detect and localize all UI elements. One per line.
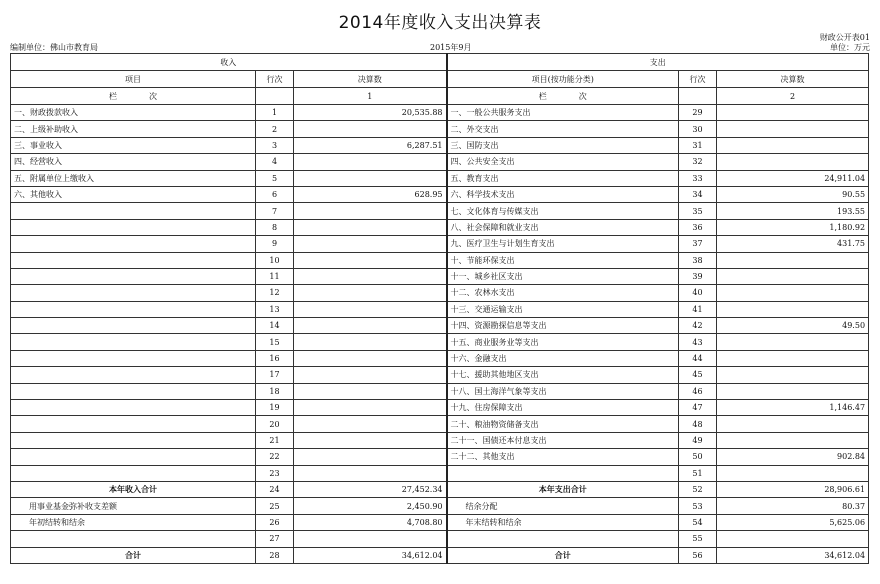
income-line: 6 <box>256 186 294 202</box>
income-item <box>11 301 256 317</box>
income-item <box>11 465 256 481</box>
expense-amount <box>717 301 869 317</box>
income-line: 22 <box>256 449 294 465</box>
expense-amount <box>717 465 869 481</box>
expense-item: 十一、城乡社区支出 <box>447 268 679 284</box>
expense-amount: 90.55 <box>717 186 869 202</box>
income-item <box>11 236 256 252</box>
income-item <box>11 203 256 219</box>
expense-amount <box>717 285 869 301</box>
income-item <box>11 334 256 350</box>
income-item: 三、事业收入 <box>11 137 256 153</box>
expense-amount <box>717 531 869 547</box>
table-row <box>11 547 869 563</box>
table-row <box>11 236 869 252</box>
income-amount: 27,452.34 <box>294 481 447 497</box>
expense-item: 结余分配 <box>447 498 679 514</box>
org-label: 编制单位：佛山市教育局 <box>10 43 98 52</box>
income-line: 26 <box>256 514 294 530</box>
table-row <box>11 285 869 301</box>
colrow-label: 栏 次 <box>11 88 256 105</box>
expense-line: 45 <box>679 367 717 383</box>
expense-item: 五、教育支出 <box>447 170 679 186</box>
table-row <box>11 400 869 416</box>
income-amount: 628.95 <box>294 186 447 202</box>
expense-item: 十二、农林水支出 <box>447 285 679 301</box>
expense-amount <box>717 154 869 170</box>
table-row <box>11 318 869 334</box>
expense-item <box>447 465 679 481</box>
income-amount <box>294 367 447 383</box>
income-line: 11 <box>256 268 294 284</box>
expense-line: 32 <box>679 154 717 170</box>
header-line: 行次 <box>256 71 294 88</box>
income-item: 四、经营收入 <box>11 154 256 170</box>
table-row <box>11 449 869 465</box>
income-amount <box>294 334 447 350</box>
expense-amount <box>717 121 869 137</box>
table-row <box>11 105 869 121</box>
income-amount: 34,612.04 <box>294 547 447 563</box>
income-amount <box>294 350 447 366</box>
expense-line: 35 <box>679 203 717 219</box>
income-amount: 6,287.51 <box>294 137 447 153</box>
expense-line: 40 <box>679 285 717 301</box>
income-amount <box>294 154 447 170</box>
income-amount <box>294 318 447 334</box>
expense-line: 46 <box>679 383 717 399</box>
table-row <box>11 170 869 186</box>
income-line: 24 <box>256 481 294 497</box>
expense-line: 38 <box>679 252 717 268</box>
expense-item: 六、科学技术支出 <box>447 186 679 202</box>
expense-item: 十五、商业服务业等支出 <box>447 334 679 350</box>
expense-amount <box>717 367 869 383</box>
page-title: 2014年度收入支出决算表 <box>338 13 542 33</box>
income-line: 25 <box>256 498 294 514</box>
income-item <box>11 367 256 383</box>
income-line: 8 <box>256 219 294 235</box>
expense-item: 二十一、国债还本付息支出 <box>447 432 679 448</box>
table-row <box>11 498 869 514</box>
expense-amount: 5,625.06 <box>717 514 869 530</box>
table-row <box>11 432 869 448</box>
income-line: 16 <box>256 350 294 366</box>
expense-item: 二、外交支出 <box>447 121 679 137</box>
header-amount: 决算数 <box>294 71 447 88</box>
colrow-expense-col: 2 <box>717 88 869 105</box>
column-header-row <box>11 71 869 88</box>
income-line: 28 <box>256 547 294 563</box>
income-amount <box>294 285 447 301</box>
income-item: 合计 <box>11 547 256 563</box>
expense-line: 41 <box>679 301 717 317</box>
expense-amount: 1,180.92 <box>717 219 869 235</box>
table-row <box>11 367 869 383</box>
income-amount <box>294 400 447 416</box>
income-item: 六、其他收入 <box>11 186 256 202</box>
expense-line: 54 <box>679 514 717 530</box>
expense-item: 十九、住房保障支出 <box>447 400 679 416</box>
income-line: 10 <box>256 252 294 268</box>
income-line: 27 <box>256 531 294 547</box>
expense-amount: 193.55 <box>717 203 869 219</box>
expense-amount: 1,146.47 <box>717 400 869 416</box>
expense-line: 36 <box>679 219 717 235</box>
date-label: 2015年9月 <box>430 43 472 52</box>
income-amount <box>294 531 447 547</box>
expense-item: 合计 <box>447 547 679 563</box>
income-item <box>11 268 256 284</box>
expense-line: 34 <box>679 186 717 202</box>
table-row <box>11 154 869 170</box>
header-item: 项目 <box>11 71 256 88</box>
expense-amount: 431.75 <box>717 236 869 252</box>
table-row <box>11 268 869 284</box>
income-amount <box>294 301 447 317</box>
income-item: 年初结转和结余 <box>11 514 256 530</box>
expense-amount: 28,906.61 <box>717 481 869 497</box>
expense-line: 37 <box>679 236 717 252</box>
income-item <box>11 383 256 399</box>
income-item <box>11 432 256 448</box>
table-row <box>11 465 869 481</box>
income-line: 18 <box>256 383 294 399</box>
income-line: 12 <box>256 285 294 301</box>
expense-line: 30 <box>679 121 717 137</box>
income-item: 一、财政拨款收入 <box>11 105 256 121</box>
income-amount <box>294 383 447 399</box>
income-line: 9 <box>256 236 294 252</box>
expense-item: 年末结转和结余 <box>447 514 679 530</box>
expense-item: 二十、粮油物资储备支出 <box>447 416 679 432</box>
meta-line <box>10 42 870 53</box>
table-row <box>11 514 869 530</box>
expense-item: 十八、国土海洋气象等支出 <box>447 383 679 399</box>
expense-line: 43 <box>679 334 717 350</box>
income-amount <box>294 236 447 252</box>
expense-amount <box>717 416 869 432</box>
expense-amount <box>717 334 869 350</box>
expense-item: 四、公共安全支出 <box>447 154 679 170</box>
income-item <box>11 219 256 235</box>
expense-line: 55 <box>679 531 717 547</box>
expense-amount: 24,911.04 <box>717 170 869 186</box>
table-row <box>11 252 869 268</box>
colrow-income-col: 1 <box>294 88 447 105</box>
expense-amount <box>717 252 869 268</box>
expense-line: 49 <box>679 432 717 448</box>
expense-amount <box>717 137 869 153</box>
expense-amount: 80.37 <box>717 498 869 514</box>
expense-item: 本年支出合计 <box>447 481 679 497</box>
income-amount: 2,450.90 <box>294 498 447 514</box>
expense-line: 48 <box>679 416 717 432</box>
expense-line: 53 <box>679 498 717 514</box>
income-item: 二、上级补助收入 <box>11 121 256 137</box>
income-line: 5 <box>256 170 294 186</box>
income-item <box>11 449 256 465</box>
colrow-blank <box>256 88 294 105</box>
income-item <box>11 531 256 547</box>
expense-item: 三、国防支出 <box>447 137 679 153</box>
expense-line: 29 <box>679 105 717 121</box>
income-line: 15 <box>256 334 294 350</box>
colrow-blank <box>679 88 717 105</box>
income-amount <box>294 170 447 186</box>
income-amount <box>294 252 447 268</box>
income-item <box>11 400 256 416</box>
expense-item: 八、社会保障和就业支出 <box>447 219 679 235</box>
expense-amount <box>717 383 869 399</box>
table-row <box>11 350 869 366</box>
expense-line: 31 <box>679 137 717 153</box>
income-amount <box>294 465 447 481</box>
table-row <box>11 531 869 547</box>
section-header-row <box>11 54 869 71</box>
income-amount <box>294 268 447 284</box>
income-amount: 4,708.80 <box>294 514 447 530</box>
income-line: 17 <box>256 367 294 383</box>
income-line: 3 <box>256 137 294 153</box>
column-number-row <box>11 88 869 105</box>
income-item: 五、附属单位上缴收入 <box>11 170 256 186</box>
expense-amount: 49.50 <box>717 318 869 334</box>
income-line: 13 <box>256 301 294 317</box>
income-item: 用事业基金弥补收支差额 <box>11 498 256 514</box>
table-row <box>11 334 869 350</box>
income-line: 14 <box>256 318 294 334</box>
income-item <box>11 318 256 334</box>
income-section-header: 收入 <box>11 54 447 71</box>
income-line: 21 <box>256 432 294 448</box>
expense-section-header: 支出 <box>447 54 869 71</box>
expense-line: 47 <box>679 400 717 416</box>
income-line: 2 <box>256 121 294 137</box>
expense-amount: 902.84 <box>717 449 869 465</box>
expense-amount <box>717 105 869 121</box>
income-expense-table <box>10 53 869 564</box>
income-line: 1 <box>256 105 294 121</box>
table-row <box>11 203 869 219</box>
expense-item: 九、医疗卫生与计划生育支出 <box>447 236 679 252</box>
expense-item: 十、节能环保支出 <box>447 252 679 268</box>
expense-amount <box>717 432 869 448</box>
income-amount <box>294 219 447 235</box>
expense-amount: 34,612.04 <box>717 547 869 563</box>
income-item <box>11 416 256 432</box>
table-row <box>11 383 869 399</box>
expense-item: 二十二、其他支出 <box>447 449 679 465</box>
expense-line: 42 <box>679 318 717 334</box>
income-line: 19 <box>256 400 294 416</box>
income-amount <box>294 416 447 432</box>
income-line: 4 <box>256 154 294 170</box>
income-amount <box>294 121 447 137</box>
expense-item <box>447 531 679 547</box>
form-number: 财政公开表01 <box>819 33 870 42</box>
table-row <box>11 481 869 497</box>
expense-line: 52 <box>679 481 717 497</box>
header-line: 行次 <box>679 71 717 88</box>
expense-item: 一、一般公共服务支出 <box>447 105 679 121</box>
table-row <box>11 121 869 137</box>
table-row <box>11 301 869 317</box>
expense-line: 44 <box>679 350 717 366</box>
expense-line: 39 <box>679 268 717 284</box>
income-amount <box>294 449 447 465</box>
income-amount <box>294 203 447 219</box>
expense-item: 十七、援助其他地区支出 <box>447 367 679 383</box>
expense-line: 50 <box>679 449 717 465</box>
header-amount: 决算数 <box>717 71 869 88</box>
expense-line: 51 <box>679 465 717 481</box>
header-item-func: 项目(按功能分类) <box>447 71 679 88</box>
income-amount: 20,535.88 <box>294 105 447 121</box>
expense-item: 十六、金融支出 <box>447 350 679 366</box>
expense-amount <box>717 350 869 366</box>
expense-amount <box>717 268 869 284</box>
expense-item: 十四、资源勘探信息等支出 <box>447 318 679 334</box>
table-row <box>11 186 869 202</box>
income-line: 23 <box>256 465 294 481</box>
table-row <box>11 416 869 432</box>
income-amount <box>294 432 447 448</box>
income-item <box>11 252 256 268</box>
table-row <box>11 137 869 153</box>
unit-label: 单位：万元 <box>830 43 870 52</box>
income-item <box>11 285 256 301</box>
income-item: 本年收入合计 <box>11 481 256 497</box>
expense-line: 33 <box>679 170 717 186</box>
expense-item: 七、文化体育与传媒支出 <box>447 203 679 219</box>
income-item <box>11 350 256 366</box>
income-line: 20 <box>256 416 294 432</box>
income-line: 7 <box>256 203 294 219</box>
colrow-label: 栏 次 <box>447 88 679 105</box>
table-row <box>11 219 869 235</box>
expense-line: 56 <box>679 547 717 563</box>
expense-item: 十三、交通运输支出 <box>447 301 679 317</box>
